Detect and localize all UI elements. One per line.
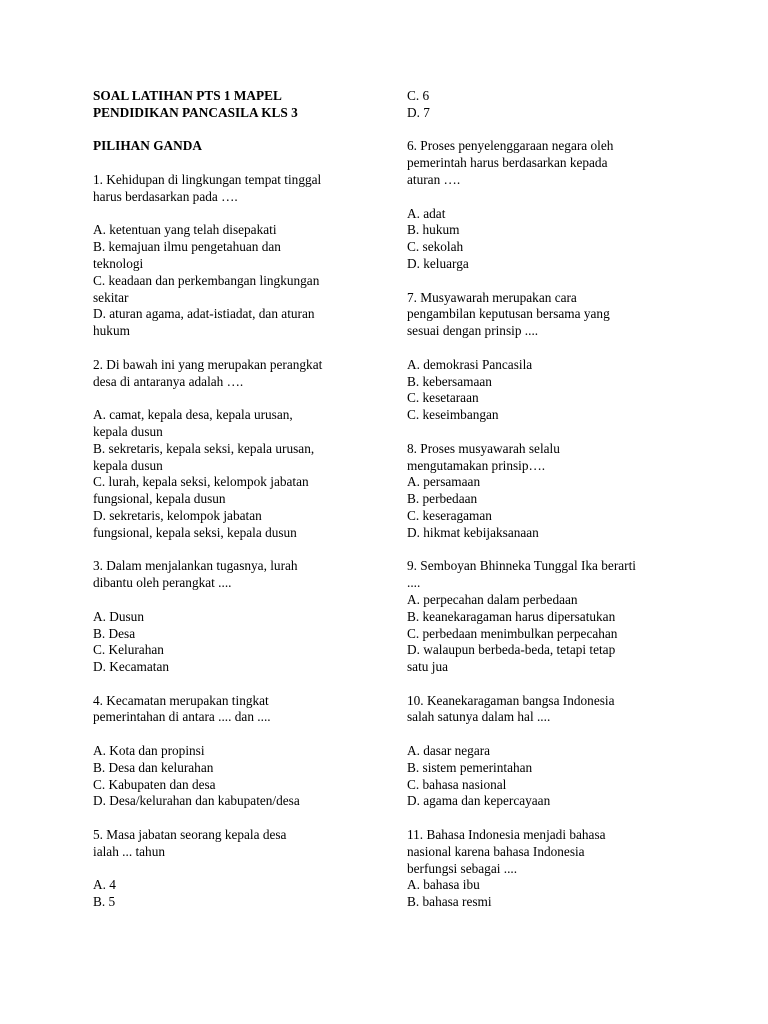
right-text-line: pengambilan keputusan bersama yang [407, 306, 610, 322]
right-text-line: 9. Semboyan Bhinneka Tunggal Ika berarti [407, 558, 636, 574]
left-text-line: C. Kelurahan [93, 642, 164, 658]
left-text-line: harus berdasarkan pada …. [93, 188, 238, 204]
right-text-line: mengutamakan prinsip…. [407, 457, 546, 473]
right-text-line: C. bahasa nasional [407, 776, 507, 792]
right-text-line: B. hukum [407, 222, 460, 238]
right-text-line: B. kebersamaan [407, 373, 492, 389]
right-text-line: 11. Bahasa Indonesia menjadi bahasa [407, 827, 606, 843]
right-spacer [407, 542, 697, 559]
left-spacer [93, 861, 383, 878]
left-text-line: D. sekretaris, kelompok jabatan [93, 507, 262, 523]
left-spacer [93, 592, 383, 609]
left-text-line: A. camat, kepala desa, kepala urusan, [93, 407, 293, 423]
left-text-line: 1. Kehidupan di lingkungan tempat tinggal [93, 171, 322, 187]
right-text-line: C. keseragaman [407, 507, 492, 523]
right-text-line: C. 6 [407, 88, 430, 103]
left-text-line: 2. Di bawah ini yang merupakan perangkat [93, 356, 323, 372]
right-text-line: A. bahasa ibu [407, 877, 480, 893]
right-text-line: C. kesetaraan [407, 390, 479, 406]
right-text-line: B. keanekaragaman harus dipersatukan [407, 608, 616, 624]
left-heading-line: PENDIDIKAN PANCASILA KLS 3 [93, 104, 298, 120]
left-text-line: A. 4 [93, 877, 116, 893]
right-text-line: B. sistem pemerintahan [407, 759, 533, 775]
right-spacer [407, 273, 697, 290]
right-spacer [407, 424, 697, 441]
right-text-line: 7. Musyawarah merupakan cara [407, 289, 577, 305]
right-text-line: 6. Proses penyelenggaraan negara oleh [407, 138, 614, 154]
left-heading-line: SOAL LATIHAN PTS 1 MAPEL [93, 88, 282, 103]
left-text-line: hukum [93, 323, 130, 339]
left-text-line: 4. Kecamatan merupakan tingkat [93, 692, 269, 708]
right-text-line: A. dasar negara [407, 743, 491, 759]
right-text-line: C. perbedaan menimbulkan perpecahan [407, 625, 618, 641]
right-spacer [407, 122, 697, 139]
right-text-line: aturan …. [407, 171, 461, 187]
right-text-line: D. keluarga [407, 255, 469, 271]
left-text-line: B. Desa dan kelurahan [93, 759, 214, 775]
right-text-line: B. bahasa resmi [407, 894, 492, 910]
left-text-line: teknologi [93, 255, 144, 271]
right-text-line: berfungsi sebagai .... [407, 860, 518, 876]
left-text-line: D. Kecamatan [93, 659, 170, 675]
right-text-line: D. walaupun berbeda-beda, tetapi tetap [407, 642, 616, 658]
left-text-line: ialah ... tahun [93, 843, 166, 859]
right-spacer [407, 676, 697, 693]
right-spacer [407, 810, 697, 827]
right-text-line: A. demokrasi Pancasila [407, 356, 533, 372]
right-text-line: D. agama dan kepercayaan [407, 793, 551, 809]
right-text-line: salah satunya dalam hal .... [407, 709, 551, 725]
left-spacer [93, 206, 383, 223]
left-text-line: C. keadaan dan perkembangan lingkungan [93, 272, 320, 288]
right-spacer [407, 726, 697, 743]
left-text-line: C. lurah, kepala seksi, kelompok jabatan [93, 474, 309, 490]
right-text-line: C. keseimbangan [407, 407, 499, 423]
left-text-line: kepala dusun [93, 423, 163, 439]
left-text-line: 3. Dalam menjalankan tugasnya, lurah [93, 558, 298, 574]
left-spacer [93, 676, 383, 693]
left-text-line: sekitar [93, 289, 129, 305]
left-text-line: dibantu oleh perangkat .... [93, 575, 232, 591]
left-text-line: kepala dusun [93, 457, 163, 473]
left-text-line: D. Desa/kelurahan dan kabupaten/desa [93, 793, 300, 809]
right-spacer [407, 189, 697, 206]
left-text-line: A. Dusun [93, 608, 144, 624]
left-spacer [93, 810, 383, 827]
left-heading-line: PILIHAN GANDA [93, 138, 202, 154]
right-text-line: 8. Proses musyawarah selalu [407, 440, 560, 456]
left-text-line: B. 5 [93, 894, 116, 910]
right-text-line: A. adat [407, 205, 446, 221]
right-text-line: 10. Keanekaragaman bangsa Indonesia [407, 692, 615, 708]
right-text-line: nasional karena bahasa Indonesia [407, 843, 585, 859]
left-spacer [93, 155, 383, 172]
right-text-line: D. 7 [407, 104, 430, 120]
left-text-line: C. Kabupaten dan desa [93, 776, 216, 792]
left-spacer [93, 122, 383, 139]
left-text-line: pemerintahan di antara .... dan .... [93, 709, 271, 725]
left-spacer [93, 390, 383, 407]
left-text-line: fungsional, kepala seksi, kepala dusun [93, 524, 297, 540]
right-column [407, 88, 697, 911]
right-text-line: A. persamaan [407, 474, 481, 490]
left-text-line: 5. Masa jabatan seorang kepala desa [93, 827, 287, 843]
right-text-line: A. perpecahan dalam perbedaan [407, 591, 578, 607]
left-spacer [93, 340, 383, 357]
left-spacer [93, 726, 383, 743]
right-text-line: C. sekolah [407, 239, 464, 255]
right-text-line: D. hikmat kebijaksanaan [407, 524, 539, 540]
left-text-line: D. aturan agama, adat-istiadat, dan aturan [93, 306, 315, 322]
right-text-line: pemerintah harus berdasarkan kepada [407, 155, 608, 171]
right-text-line: satu jua [407, 659, 448, 675]
left-text-line: A. Kota dan propinsi [93, 743, 205, 759]
right-text-line: .... [407, 575, 421, 591]
left-text-line: desa di antaranya adalah …. [93, 373, 244, 389]
left-text-line: B. kemajuan ilmu pengetahuan dan [93, 239, 281, 255]
right-text-line: sesuai dengan prinsip .... [407, 323, 539, 339]
left-column [93, 88, 383, 911]
left-text-line: A. ketentuan yang telah disepakati [93, 222, 277, 238]
left-spacer [93, 542, 383, 559]
right-text-line: B. perbedaan [407, 491, 478, 507]
left-text-line: B. sekretaris, kepala seksi, kepala urusan, [93, 440, 315, 456]
left-text-line: B. Desa [93, 625, 136, 641]
left-text-line: fungsional, kepala dusun [93, 491, 226, 507]
right-spacer [407, 340, 697, 357]
